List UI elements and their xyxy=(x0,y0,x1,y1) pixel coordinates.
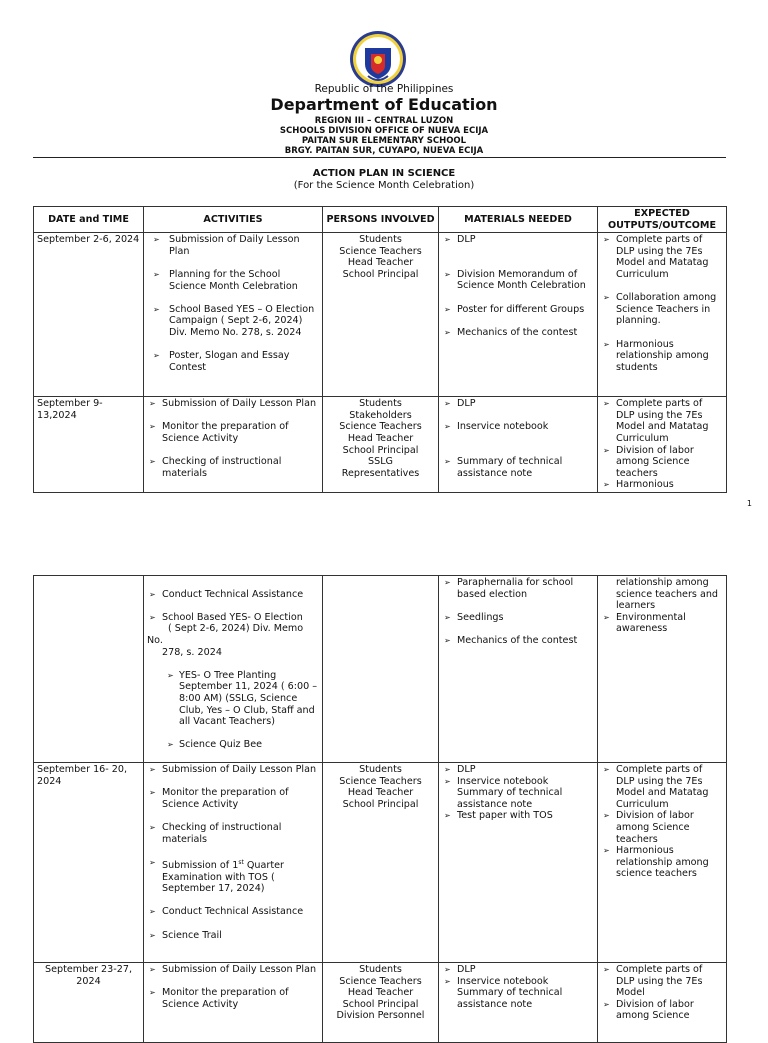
persons-cell xyxy=(323,576,439,763)
materials-cell xyxy=(439,576,598,763)
person-item: School Principal xyxy=(342,444,419,456)
list-item: ➢ Inservice notebook xyxy=(442,421,594,433)
list-item: ➢ Complete parts of DLP using the 7Es Model and Matatag Curriculum xyxy=(601,234,723,280)
activity-continuation: ( Sept 2-6, 2024) Div. Memo xyxy=(168,623,304,635)
person-item: Head Teacher xyxy=(347,987,414,999)
list-item: ➢ Environmental awareness xyxy=(601,612,723,635)
school-heading: PAITAN SUR ELEMENTARY SCHOOL xyxy=(301,136,467,146)
list-item: ➢ DLP xyxy=(442,234,594,246)
page-gap xyxy=(0,545,768,575)
list-item: ➢ Division of labor among Science teachers xyxy=(601,445,723,480)
list-item: ➢ Submission of Daily Lesson Plan xyxy=(147,764,319,776)
list-item: ➢ Checking of instructional materials xyxy=(147,822,319,845)
list-item: ➢ Submission of Daily Lesson Plan xyxy=(147,234,319,257)
column-header-activities: ACTIVITIES xyxy=(144,207,323,233)
persons-cell xyxy=(323,963,439,1043)
person-item: School Principal xyxy=(342,268,419,280)
list-item: ➢ Inservice notebook Summary of technical assistance note xyxy=(442,776,594,811)
table-row xyxy=(34,963,727,1043)
outputs-cell xyxy=(598,963,727,1043)
person-item: SSLG xyxy=(368,456,393,468)
materials-cell xyxy=(439,233,598,397)
list-item xyxy=(147,857,319,895)
list-item: ➢ Inservice notebook Summary of technical assistance note xyxy=(442,976,594,1011)
list-item: ➢ Seedlings xyxy=(442,612,594,624)
list-item: ➢ Poster, Slogan and Essay Contest xyxy=(147,350,319,373)
column-header-persons: PERSONS INVOLVED xyxy=(323,207,439,233)
activities-cell xyxy=(144,576,323,763)
list-item: ➢ Submission of Daily Lesson Plan xyxy=(147,964,319,976)
person-item: School Principal xyxy=(342,798,419,810)
list-item: ➢ Mechanics of the contest xyxy=(442,635,594,647)
materials-cell xyxy=(439,763,598,963)
region-heading: REGION III – CENTRAL LUZON xyxy=(314,116,454,126)
list-item: ➢ DLP xyxy=(442,398,594,410)
person-item: Students xyxy=(359,234,402,246)
person-item: Representatives xyxy=(341,467,420,479)
deped-seal-icon xyxy=(349,30,407,88)
person-item: Science Teachers xyxy=(339,775,422,787)
list-item: ➢ Planning for the School Science Month Celebration xyxy=(147,269,319,292)
date-cell xyxy=(34,576,144,763)
table-row xyxy=(34,233,727,397)
person-item: School Principal xyxy=(342,998,419,1010)
document-subtitle: (For the Science Month Celebration) xyxy=(293,180,475,191)
list-item: ➢ Monitor the preparation of Science Activity xyxy=(147,421,319,444)
table-row xyxy=(34,576,727,763)
list-item: ➢ School Based YES- O Election xyxy=(147,612,319,624)
list-item: ➢ School Based YES – O Election Campaign ( Sept 2-6, 2024) Div. Memo No. 278, s. 2024 xyxy=(147,304,319,339)
list-item: ➢ Monitor the preparation of Science Activity xyxy=(147,987,319,1010)
list-item: ➢ Complete parts of DLP using the 7Es Model xyxy=(601,964,723,999)
activities-cell xyxy=(144,397,323,493)
list-item: ➢ YES- O Tree Planting September 11, 2024 ( 6:00 – 8:00 AM) (SSLG, Science Club, Yes – O Club, Staff and all Vacant Teachers) xyxy=(147,670,319,728)
output-continuation: relationship among science teachers and learners xyxy=(616,577,718,612)
republic-heading: Republic of the Philippines xyxy=(314,83,454,95)
exam-superscript: st xyxy=(238,858,244,866)
list-item: ➢ Checking of instructional materials xyxy=(147,456,319,479)
list-item: ➢ Collaboration among Science Teachers in planning. xyxy=(601,292,723,327)
header-divider xyxy=(33,157,726,158)
column-header-date: DATE and TIME xyxy=(34,207,144,233)
person-item: Students xyxy=(359,964,402,975)
list-item: ➢ Division of labor among Science xyxy=(601,999,723,1022)
list-item: ➢ Complete parts of DLP using the 7Es Model and Matatag Curriculum xyxy=(601,764,723,810)
date-cell: September 16- 20, 2024 xyxy=(34,763,144,963)
person-item: Science Teachers xyxy=(339,245,422,257)
activity-continuation: 278, s. 2024 xyxy=(162,646,222,658)
list-item: ➢ Division Memorandum of Science Month Celebration xyxy=(442,269,594,292)
outputs-cell xyxy=(598,233,727,397)
action-plan-table-page-1 xyxy=(33,206,727,493)
exam-text-rest: Quarter Examination with TOS ( September 17, 2024) xyxy=(162,859,284,895)
date-cell: September 2-6, 2024 xyxy=(34,233,144,397)
exam-text: Submission of 1 xyxy=(162,859,239,871)
table-row xyxy=(34,763,727,963)
list-item: ➢ Science Trail xyxy=(147,930,319,942)
person-item: Head Teacher xyxy=(347,257,414,269)
person-item: Science Teachers xyxy=(339,975,422,987)
list-item: ➢ Science Quiz Bee xyxy=(147,739,319,751)
date-cell: September 9-13,2024 xyxy=(34,397,144,493)
list-item: ➢ DLP xyxy=(442,964,594,976)
person-item: Head Teacher xyxy=(347,432,414,444)
person-item: Stakeholders xyxy=(349,409,412,421)
table-row xyxy=(34,397,727,493)
list-item: ➢ Paraphernalia for school based election xyxy=(442,577,594,600)
activities-cell xyxy=(144,233,323,397)
activities-cell xyxy=(144,963,323,1043)
address-heading: BRGY. PAITAN SUR, CUYAPO, NUEVA ECIJA xyxy=(284,146,484,156)
list-item: ➢ Conduct Technical Assistance xyxy=(147,906,319,918)
person-item: Division Personnel xyxy=(336,1010,425,1022)
list-item: ➢ DLP xyxy=(442,764,594,776)
persons-cell xyxy=(323,763,439,963)
page-number: 1 xyxy=(746,499,752,508)
list-item: ➢ Test paper with TOS xyxy=(442,810,594,822)
outputs-cell xyxy=(598,763,727,963)
materials-cell xyxy=(439,397,598,493)
list-item: ➢ Harmonious xyxy=(601,479,723,491)
activities-cell xyxy=(144,763,323,963)
action-plan-table-page-2 xyxy=(33,575,727,1043)
table-header-row xyxy=(34,207,727,233)
department-heading: Department of Education xyxy=(270,95,498,114)
person-item: Head Teacher xyxy=(347,787,414,799)
persons-cell xyxy=(323,233,439,397)
list-item: ➢ Mechanics of the contest xyxy=(442,327,594,339)
list-item: ➢ Harmonious relationship among students xyxy=(601,339,723,374)
outputs-cell xyxy=(598,397,727,493)
division-heading: SCHOOLS DIVISION OFFICE OF NUEVA ECIJA xyxy=(279,126,489,136)
date-cell: September 23-27, 2024 xyxy=(34,963,144,1043)
person-item: Students xyxy=(359,398,402,410)
list-item: ➢ Poster for different Groups xyxy=(442,304,594,316)
activity-continuation: No. xyxy=(147,634,163,646)
person-item: Science Teachers xyxy=(339,421,422,433)
list-item: ➢ Complete parts of DLP using the 7Es Model and Matatag Curriculum xyxy=(601,398,723,444)
list-item: ➢ Division of labor among Science teachers xyxy=(601,810,723,845)
list-item: ➢ Summary of technical assistance note xyxy=(442,456,594,479)
list-item: ➢ Conduct Technical Assistance xyxy=(147,589,319,601)
list-item: ➢ Submission of Daily Lesson Plan xyxy=(147,398,319,410)
column-header-outputs: EXPECTED OUTPUTS/OUTCOME xyxy=(598,207,727,233)
document-page-2 xyxy=(0,575,768,1024)
list-item: ➢ Harmonious relationship among science teachers xyxy=(601,845,723,880)
persons-cell xyxy=(323,397,439,493)
materials-cell xyxy=(439,963,598,1043)
outputs-cell xyxy=(598,576,727,763)
document-title: ACTION PLAN IN SCIENCE xyxy=(312,168,456,179)
column-header-materials: MATERIALS NEEDED xyxy=(439,207,598,233)
person-item: Students xyxy=(359,764,402,775)
list-item: ➢ Monitor the preparation of Science Activity xyxy=(147,787,319,810)
